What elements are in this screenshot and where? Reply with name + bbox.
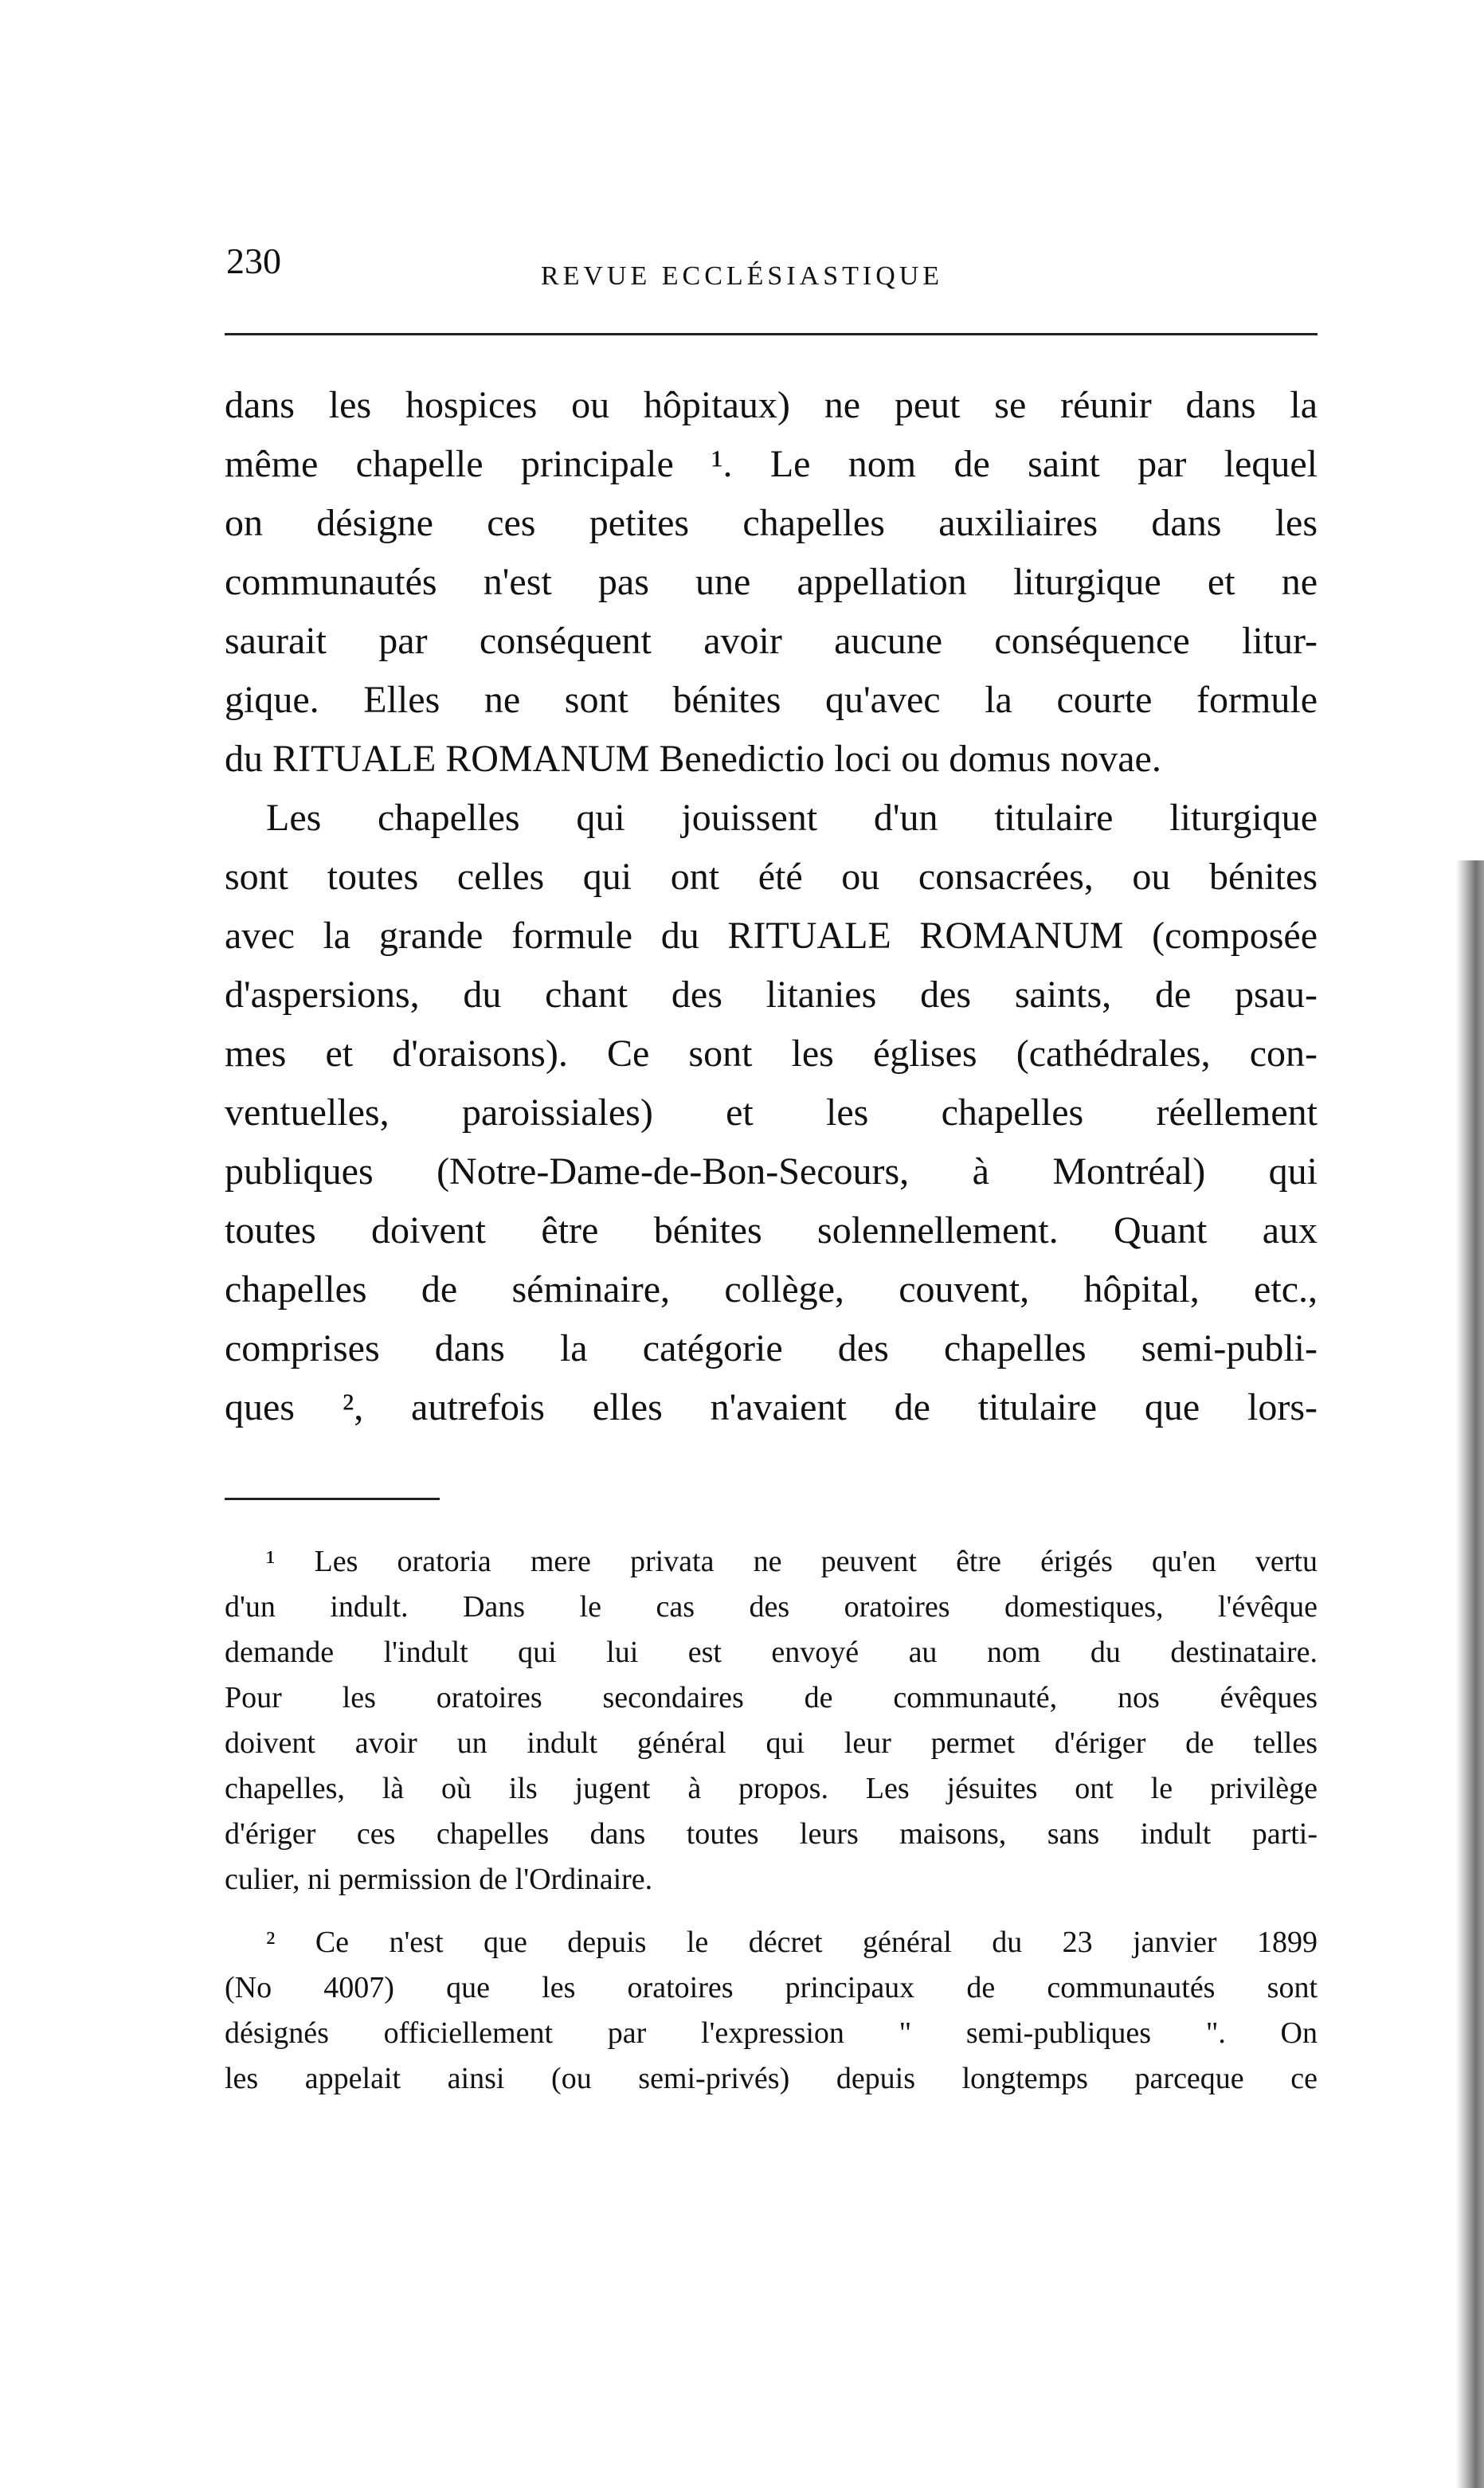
footnote-line: demande l'indult qui lui est envoyé au nom du destinataire.	[225, 1636, 1318, 1669]
text-line: on désigne ces petites chapelles auxiliaires dans les	[225, 502, 1318, 544]
text-line: comprises dans la catégorie des chapelles semi-publi-	[225, 1327, 1318, 1369]
text-line: mes et d'oraisons). Ce sont les églises (cathédrales, con-	[225, 1032, 1318, 1075]
main-text	[225, 376, 1318, 1437]
footnote-line: doivent avoir un indult général qui leur permet d'ériger de telles	[225, 1726, 1318, 1760]
footnote-line: ² Ce n'est que depuis le décret général du 23 janvier 1899	[266, 1926, 1318, 1959]
footnote-rule	[225, 1498, 440, 1500]
footnote-gap	[225, 1902, 1318, 1920]
text-line: du RITUALE ROMANUM Benedictio loci ou domus novae.	[225, 738, 1161, 780]
text-line: ventuelles, paroissiales) et les chapelles réellement	[225, 1091, 1318, 1134]
footnote-line: d'un indult. Dans le cas des oratoires domestiques, l'évêque	[225, 1590, 1318, 1624]
footnotes	[225, 1539, 1318, 2102]
text-line: avec la grande formule du RITUALE ROMANUM (composée	[225, 915, 1318, 957]
running-head: REVUE ECCLÉSIASTIQUE	[540, 261, 944, 291]
footnote-line: les appelait ainsi (ou semi-privés) depuis longtemps parceque ce	[225, 2062, 1318, 2095]
text-line: Les chapelles qui jouissent d'un titulaire liturgique	[266, 797, 1318, 839]
text-line: chapelles de séminaire, collège, couvent, hôpital, etc.,	[225, 1268, 1318, 1311]
text-line: toutes doivent être bénites solennellement. Quant aux	[225, 1209, 1318, 1252]
page-number: 230	[226, 241, 281, 281]
header-rule	[225, 333, 1318, 335]
text-line: communautés n'est pas une appellation liturgique et ne	[225, 561, 1318, 603]
text-line: d'aspersions, du chant des litanies des saints, de psau-	[225, 974, 1318, 1016]
footnote-line: chapelles, là où ils jugent à propos. Les jésuites ont le privilège	[225, 1772, 1318, 1805]
text-line: gique. Elles ne sont bénites qu'avec la courte formule	[225, 679, 1318, 721]
text-line: publiques (Notre-Dame-de-Bon-Secours, à Montréal) qui	[225, 1150, 1318, 1193]
text-line: ques ², autrefois elles n'avaient de titulaire que lors-	[225, 1386, 1318, 1428]
footnote-line: (No 4007) que les oratoires principaux de communautés sont	[225, 1971, 1318, 2004]
footnote-line: ¹ Les oratoria mere privata ne peuvent être érigés qu'en vertu	[266, 1545, 1318, 1578]
text-line: saurait par conséquent avoir aucune conséquence litur-	[225, 620, 1318, 662]
text-line: dans les hospices ou hôpitaux) ne peut se réunir dans la	[225, 384, 1318, 426]
footnote-line: Pour les oratoires secondaires de communauté, nos évêques	[225, 1681, 1318, 1714]
text-line: sont toutes celles qui ont été ou consacrées, ou bénites	[225, 856, 1318, 898]
text-line: même chapelle principale ¹. Le nom de saint par lequel	[225, 443, 1318, 485]
footnote-line: culier, ni permission de l'Ordinaire.	[225, 1863, 653, 1896]
page-edge-shadow	[1456, 860, 1484, 2488]
footnote-line: d'ériger ces chapelles dans toutes leurs maisons, sans indult parti-	[225, 1817, 1318, 1851]
footnote-line: désignés officiellement par l'expression " semi-publiques ". On	[225, 2016, 1318, 2050]
